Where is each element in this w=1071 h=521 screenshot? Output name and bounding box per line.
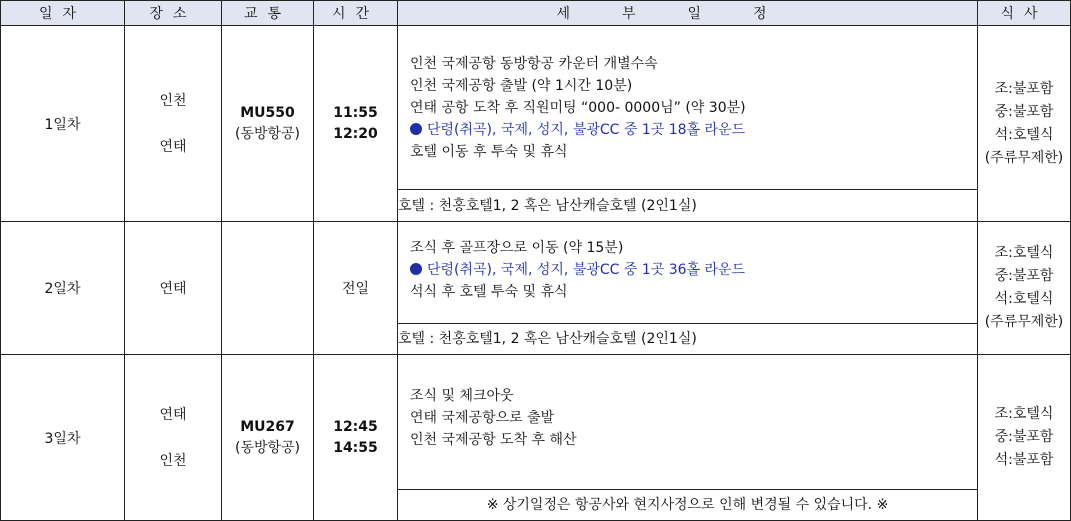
day-2-line-3: 석식 후 호텔 투숙 및 휴식 — [410, 283, 568, 300]
day-2-meal-note: (주류무제한) — [984, 314, 1064, 330]
day-3-airline: (동방항공) — [234, 439, 301, 456]
day-1-airline: (동방항공) — [234, 125, 301, 142]
day-2-place: 연태 — [125, 222, 222, 355]
day-2-row — [1, 222, 1071, 324]
day-1-row — [1, 26, 1071, 190]
day-2-transport — [222, 222, 314, 355]
header-meal: 식사 — [978, 1, 1071, 26]
day-2-detail — [398, 222, 978, 324]
day-2-time: 전일 — [314, 222, 398, 355]
day-1-time-1: 11:55 — [333, 104, 378, 121]
day-1-flight: MU550 — [240, 104, 295, 121]
day-1-place-1: 인천 — [159, 92, 187, 109]
day-3-place-2: 인천 — [159, 452, 187, 469]
day-1-time-2: 12:20 — [333, 125, 378, 142]
day-1-line-5: 호텔 이동 후 투숙 및 휴식 — [410, 143, 568, 160]
day-1-line-4-text: 단령(취곡), 국제, 성지, 불광CC 중 1곳 18홀 라운드 — [427, 121, 746, 138]
day-1-places — [125, 26, 222, 222]
day-2-line-1: 조식 후 골프장으로 이동 (약 15분) — [410, 239, 624, 256]
day-2-line-2 — [398, 259, 977, 281]
header-transport: 교통 — [222, 1, 314, 26]
day-3-label: 3일차 — [1, 355, 125, 521]
day-1-meal-note: (주류무제한) — [984, 149, 1064, 166]
day-1-meals — [978, 26, 1071, 222]
day-1-meal-lunch: 중:불포함 — [994, 103, 1054, 120]
day-1-detail — [398, 26, 978, 190]
day-2-meal-lunch: 중:불포함 — [994, 268, 1054, 284]
day-2-line-2-text: 단령(취곡), 국제, 성지, 불광CC 중 1곳 36홀 라운드 — [427, 261, 746, 278]
bullet-dot-icon — [410, 263, 422, 275]
header-day: 일자 — [1, 1, 125, 26]
day-1-meal-breakfast: 조:불포함 — [994, 80, 1054, 97]
day-1-line-3: 연태 공항 도착 후 직원미팅 “000- 0000님” (약 30분) — [410, 99, 746, 116]
day-3-detail — [398, 355, 978, 490]
header-place: 장소 — [125, 1, 222, 26]
day-3-times — [314, 355, 398, 521]
day-1-hotel: 호텔 : 천홍호텔1, 2 혹은 남산캐슬호텔 (2인1실) — [398, 190, 978, 222]
day-3-flight: MU267 — [240, 418, 295, 435]
day-3-transport — [222, 355, 314, 521]
day-1-place-2: 연태 — [159, 138, 187, 155]
day-1-transport — [222, 26, 314, 222]
header-detail: 세부일정 — [398, 1, 978, 26]
day-1-label: 1일차 — [1, 26, 125, 222]
day-3-meal-dinner: 석:불포함 — [994, 452, 1054, 468]
day-3-meal-breakfast: 조:호텔식 — [994, 406, 1054, 422]
day-1-line-1: 인천 국제공항 동방항공 카운터 개별수속 — [410, 55, 658, 72]
day-3-meals — [978, 355, 1071, 521]
day-2-meals — [978, 222, 1071, 355]
day-3-line-3: 인천 국제공항 도착 후 해산 — [410, 432, 577, 448]
day-1-line-2: 인천 국제공항 출발 (약 1시간 10분) — [410, 77, 633, 94]
day-1-times — [314, 26, 398, 222]
day-3-line-2: 연태 국제공항으로 출발 — [410, 410, 555, 426]
day-1-meal-dinner: 석:호텔식 — [994, 126, 1054, 143]
day-3-row — [1, 355, 1071, 490]
header-time: 시간 — [314, 1, 398, 26]
day-3-time-2: 14:55 — [333, 439, 378, 456]
header-row — [1, 1, 1071, 26]
day-1-line-4 — [398, 119, 977, 141]
day-2-meal-dinner: 석:호텔식 — [994, 291, 1054, 307]
day-3-line-1: 조식 및 체크아웃 — [410, 388, 514, 404]
bullet-dot-icon — [410, 123, 422, 135]
day-3-time-1: 12:45 — [333, 418, 378, 435]
schedule-change-note: ※ 상기일정은 항공사와 현지사정으로 인해 변경될 수 있습니다. ※ — [398, 490, 978, 521]
day-3-places — [125, 355, 222, 521]
day-2-hotel: 호텔 : 천홍호텔1, 2 혹은 남산캐슬호텔 (2인1실) — [398, 324, 978, 355]
day-2-label: 2일차 — [1, 222, 125, 355]
day-3-place-1: 연태 — [159, 406, 187, 423]
day-2-meal-breakfast: 조:호텔식 — [994, 245, 1054, 261]
day-3-meal-lunch: 중:불포함 — [994, 429, 1054, 445]
